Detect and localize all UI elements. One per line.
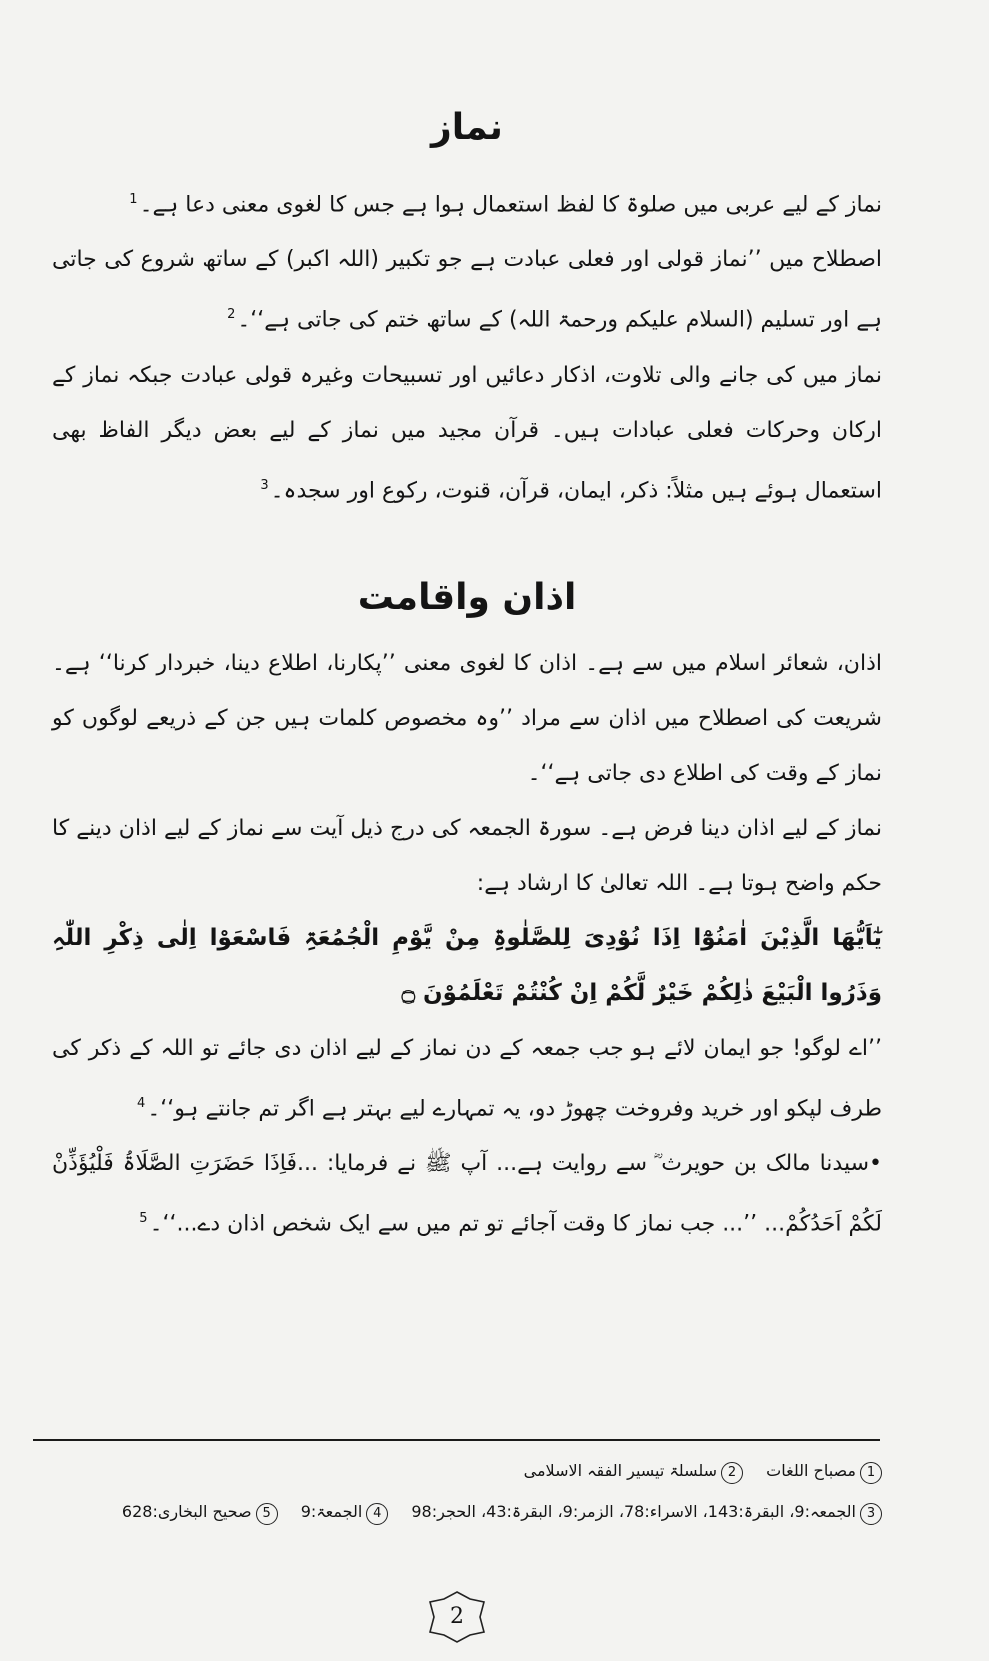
footnote-1	[766, 1456, 882, 1486]
footnote-4	[301, 1497, 389, 1527]
verse-translation	[52, 1021, 882, 1136]
section-title-namaz: نماز	[431, 107, 503, 148]
footnote-ref-2[interactable]: 2	[227, 307, 236, 323]
footnote-5	[122, 1497, 278, 1527]
namaz-paragraph-2-text: اصطلاح میں ’’نماز قولی اور فعلی عبادت ہے جو تکبیر (اللہ اکبر) کے ساتھ شروع کی جاتی ہے اور تسلیم (السلام علیکم ورحمۃ اللہ) کے ساتھ ختم کی جاتی ہے‘‘۔	[52, 247, 882, 333]
namaz-paragraph-3	[52, 348, 882, 518]
footnote-ref-1[interactable]: 1	[129, 192, 138, 207]
hadith-paragraph	[52, 1136, 882, 1251]
footnote-3-number: 3	[860, 1503, 882, 1525]
hadith-text: •سیدنا مالک بن حویرث ؓ سے روایت ہے... آپ ﷺ نے فرمایا: ...فَاِذَا حَضَرَتِ الصَّلَاۃُ فَلْیُؤَذِّنْ لَکُمْ اَحَدُکُمْ... ’’... جب نماز کا وقت آجائے تو تم میں سے ایک شخص اذان دے...‘‘۔	[52, 1151, 882, 1237]
quran-verse: یٰٓاَیُّھَا الَّذِیْنَ اٰمَنُوْٓا اِذَا نُوْدِیَ لِلصَّلٰوۃِ مِنْ یَّوْمِ الْجُمُعَۃِ فَاسْعَوْا اِلٰی ذِکْرِ اللّٰہِ وَذَرُوا الْبَیْعَ ذٰلِکُمْ خَیْرٌ لَّکُمْ اِنْ کُنْتُمْ تَعْلَمُوْنَ ۝	[52, 925, 882, 1006]
footnote-5-text: صحیح البخاری:628	[121, 1502, 252, 1521]
footnotes-line-2	[52, 1497, 882, 1527]
footnote-ref-5[interactable]: 5	[139, 1211, 148, 1227]
footnote-ref-4[interactable]: 4	[137, 1096, 146, 1111]
namaz-paragraph-3-text: نماز میں کی جانے والی تلاوت، اذکار دعائیں اور تسبیحات وغیرہ قولی عبادت جبکہ نماز کے ارکان وحرکات فعلی عبادات ہیں۔ قرآن مجید میں نماز کے لیے بعض دیگر الفاظ بھی استعمال ہوئے ہیں مثلاً: ذکر، ایمان، قرآن، قنوت، رکوع اور سجدہ۔	[52, 362, 882, 503]
footnote-3-text: الجمعہ:9، البقرۃ:143، الاسراء:78، الزمر:9، البقرۃ:43، الحجر:98	[411, 1502, 856, 1521]
footnote-ref-3[interactable]: 3	[260, 477, 269, 493]
page-number-badge	[426, 1590, 488, 1644]
namaz-paragraph-1-text: نماز کے لیے عربی میں صلوۃ کا لفظ استعمال ہوا ہے جس کا لغوی معنی دعا ہے۔	[139, 192, 882, 218]
footnote-4-number: 4	[366, 1503, 388, 1525]
footnote-2-number: 2	[721, 1462, 743, 1484]
footnote-1-number: 1	[860, 1462, 882, 1484]
section-title-azan: اذان واقامت	[357, 577, 577, 618]
footnote-2	[524, 1456, 743, 1486]
footnotes-line-1	[52, 1456, 882, 1486]
namaz-paragraph-2	[52, 232, 882, 347]
verse-translation-text: ’’اے لوگو! جو ایمان لائے ہو جب جمعہ کے دن نماز کے لیے اذان دی جائے تو اللہ کے ذکر کی طرف لپکو اور خرید وفروخت چھوڑ دو، یہ تمہارے لیے بہتر ہے اگر تم جانتے ہو‘‘۔	[52, 1036, 882, 1122]
namaz-section-body	[52, 172, 882, 518]
footnote-divider	[33, 1439, 880, 1441]
page-number: 2	[450, 1604, 464, 1629]
namaz-paragraph-1	[52, 172, 882, 232]
footnote-2-text: سلسلۃ تیسیر الفقہ الاسلامی	[523, 1461, 718, 1480]
azan-paragraph-2: نماز کے لیے اذان دینا فرض ہے۔ سورۃ الجمعہ کی درج ذیل آیت سے نماز کے لیے اذان دینے کا حکم واضح ہوتا ہے۔ اللہ تعالیٰ کا ارشاد ہے:	[52, 816, 882, 896]
azan-section-body	[52, 636, 882, 1252]
footnote-1-text: مصباح اللغات	[766, 1461, 856, 1480]
footnote-4-text: الجمعۃ:9	[300, 1502, 363, 1521]
footnote-3	[411, 1497, 882, 1527]
azan-paragraph-1: اذان، شعائر اسلام میں سے ہے۔ اذان کا لغوی معنی ’’پکارنا، اطلاع دینا، خبردار کرنا‘‘ ہے۔ شریعت کی اصطلاح میں اذان سے مراد ’’وہ مخصوص کلمات ہیں جن کے ذریعے لوگوں کو نماز کے وقت کی اطلاع دی جاتی ہے‘‘۔	[52, 651, 882, 786]
footnote-5-number: 5	[256, 1503, 278, 1525]
